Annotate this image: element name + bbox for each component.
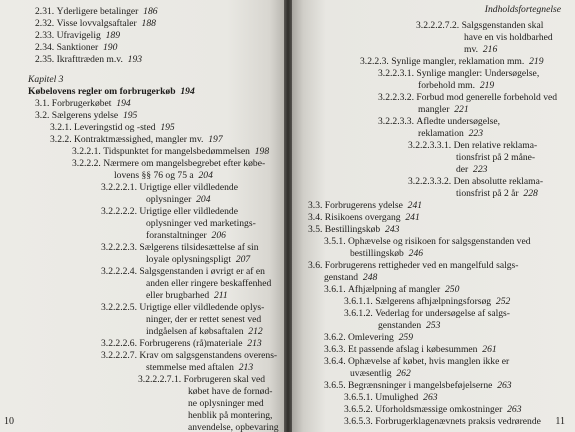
toc-section-number: 2.32. <box>35 18 55 29</box>
toc-page-ref: 193 <box>127 54 143 65</box>
toc-entry <box>146 194 211 205</box>
toc-entry <box>350 248 423 259</box>
toc-section-number: 3.2.2.2.1. <box>101 182 137 193</box>
toc-section-number: 3.2.2.2. <box>72 158 101 169</box>
toc-title: Risikoens overgang <box>324 212 401 223</box>
toc-title: henblik på montering, <box>188 410 273 421</box>
toc-title: Tidspunktet for mangelsbedømmelsen <box>103 146 250 157</box>
toc-page-ref: 259 <box>398 332 414 343</box>
toc-section-number: 3.6.1. <box>324 284 346 295</box>
toc-title: tionsfrist på 2 måne- <box>456 152 536 163</box>
toc-page-ref: 263 <box>507 404 522 415</box>
toc-entry <box>146 254 250 265</box>
toc-title: Begrænsninger i mangelsbeføjelserne <box>348 380 493 391</box>
toc-page-ref: 223 <box>473 164 488 175</box>
toc-entry <box>101 350 277 361</box>
toc-page-ref: 241 <box>405 212 420 223</box>
toc-section-number: 3.6.1.2. <box>344 308 373 319</box>
toc-title: mv. <box>464 44 479 55</box>
toc-title: Forbrugerkøbet <box>51 98 112 109</box>
toc-title: Sanktioner <box>56 42 99 53</box>
toc-section-number: 3.5. <box>308 224 323 235</box>
toc-entry <box>101 206 238 217</box>
toc-title: bestillingskøb <box>350 248 404 259</box>
toc-title: genstand <box>324 272 359 283</box>
toc-page-ref: 216 <box>482 44 498 55</box>
toc-title: Købelovens regler om forbrugerkøb <box>28 86 176 97</box>
toc-entry <box>101 338 262 349</box>
toc-title: mangler <box>418 104 450 115</box>
toc-page-ref: 213 <box>247 338 262 349</box>
toc-entry <box>418 104 469 115</box>
toc-entry <box>324 356 509 367</box>
toc-title: indgåelsen af købsaftalen <box>146 326 244 337</box>
toc-entry <box>35 42 117 53</box>
toc-entry <box>324 236 531 247</box>
toc-title: ne oplysninger med <box>188 398 264 409</box>
toc-title: Forbrugerens (rå)materiale <box>139 338 243 349</box>
toc-section-number: 3.2.2.2.3. <box>101 242 137 253</box>
toc-page-ref: 250 <box>444 284 460 295</box>
toc-entry <box>378 116 500 127</box>
toc-page-ref: 197 <box>208 134 223 145</box>
toc-title: Omlevering <box>348 332 394 343</box>
toc-title: Urigtige eller vildledende <box>139 206 238 217</box>
toc-title: stemmelse med aftalen <box>146 362 234 373</box>
page-number: 11 <box>555 416 565 427</box>
toc-page-ref: 204 <box>198 170 213 181</box>
toc-entry <box>378 92 557 103</box>
toc-section-number: 3.2.2.1. <box>72 146 101 157</box>
toc-page-ref: 211 <box>213 290 228 301</box>
toc-entry <box>324 272 377 283</box>
toc-title: Den absolutte reklama- <box>453 176 544 187</box>
toc-entry <box>308 200 422 211</box>
toc-section-number: 2.31. <box>35 6 55 17</box>
toc-entry <box>101 266 265 277</box>
toc-entry <box>344 308 510 319</box>
toc-section-number: 3.4. <box>308 212 323 223</box>
toc-title: Forbrugerklagenævnets praksis vedrørende <box>375 416 541 427</box>
toc-entry <box>464 32 553 43</box>
toc-section-number: 3.1. <box>35 98 50 109</box>
toc-section-number: 3.6. <box>308 260 323 271</box>
toc-entry <box>188 410 272 421</box>
toc-entry <box>146 326 263 337</box>
toc-title: Bestillingskøb <box>324 224 381 235</box>
toc-title: Synlige mangler: Undersøgelse, <box>416 68 540 79</box>
toc-entry <box>28 86 195 97</box>
toc-title: Et passende afslag i købesummen <box>348 344 478 355</box>
toc-section-number: 3.2.2.2.5. <box>101 302 137 313</box>
toc-title: oplysninger <box>146 194 192 205</box>
toc-page-ref: 243 <box>385 224 400 235</box>
left-page <box>0 0 284 432</box>
toc-page-ref: 246 <box>408 248 424 259</box>
toc-entry <box>72 158 265 169</box>
toc-title: Urigtige eller vildledende oplys- <box>139 302 265 313</box>
toc-section-number: 3.2.2.3.2. <box>378 92 414 103</box>
toc-title: Salgsgenstanden i øvrigt er af en <box>139 266 265 277</box>
toc-section-number: 3.6.5.3. <box>344 416 373 427</box>
toc-page-ref: 195 <box>122 110 138 121</box>
toc-entry <box>28 74 63 85</box>
toc-page-ref: 263 <box>423 392 438 403</box>
toc-title: Forbrugerens rettigheder ved en mangelfuld salgs- <box>324 260 519 271</box>
toc-entry <box>344 392 438 403</box>
toc-section-number: 3.2.2.3.3.2. <box>408 176 452 187</box>
book-gutter <box>284 0 292 432</box>
toc-entry <box>464 44 497 55</box>
toc-entry <box>360 56 543 67</box>
toc-entry <box>188 386 272 397</box>
toc-entry <box>188 398 264 409</box>
toc-entry <box>308 224 399 235</box>
toc-title: Synlige mangler, reklamation mm. <box>391 56 525 67</box>
toc-page-ref: 206 <box>211 230 226 241</box>
toc-section-number: 3.2.2.2.7. <box>101 350 137 361</box>
toc-page-ref: 221 <box>454 104 469 115</box>
toc-title: ninger, der er rettet senest ved <box>146 314 262 325</box>
toc-page-ref: 186 <box>143 6 158 17</box>
toc-entry <box>101 242 259 253</box>
toc-page-ref: 195 <box>160 122 175 133</box>
toc-page-ref: 207 <box>235 254 251 265</box>
toc-section-number: 3.2.2.2.7.2. <box>416 20 460 31</box>
toc-section-number: 3.2.2. <box>50 134 72 145</box>
toc-title: Uforholdsmæssige omkostninger <box>375 404 503 415</box>
toc-entry <box>408 140 537 151</box>
toc-title: foranstaltninger <box>146 230 207 241</box>
toc-title: Umulighed <box>375 392 419 403</box>
toc-entry <box>324 332 413 343</box>
toc-section-number: 3.6.3. <box>324 344 346 355</box>
toc-entry <box>72 146 269 157</box>
toc-title: reklamation <box>418 128 464 139</box>
toc-section-number: 3.6.5.2. <box>344 404 373 415</box>
toc-entry <box>146 230 226 241</box>
toc-entry <box>350 368 411 379</box>
toc-entry <box>324 284 459 295</box>
running-head: Indholdsfortegnelse <box>484 4 561 15</box>
toc-entry <box>378 320 440 331</box>
toc-section-number: 3.2.2.2.7.1. <box>138 374 182 385</box>
toc-page-ref: 261 <box>482 344 497 355</box>
toc-page-ref: 212 <box>248 326 263 337</box>
toc-section-number: 3.5.1. <box>324 236 346 247</box>
toc-page-ref: 262 <box>396 368 411 379</box>
toc-title: købet have de fornød- <box>188 386 273 397</box>
toc-entry <box>344 404 522 415</box>
toc-section-number: 3.2.2.3.1. <box>378 68 414 79</box>
toc-title: Ophævelse og risikoen for salgsgenstanden ved <box>348 236 531 247</box>
toc-section-number: 3.2.2.3. <box>360 56 389 67</box>
toc-page-ref: 219 <box>529 56 544 67</box>
toc-page-ref: 228 <box>523 188 538 199</box>
toc-title: Afhjælpning af mangler <box>348 284 441 295</box>
toc-title: Vederlag for undersøgelse af salgs- <box>375 308 510 319</box>
page-number: 10 <box>4 416 14 427</box>
toc-title: Visse lovvalgsaftaler <box>56 18 137 29</box>
toc-title: Yderligere betalinger <box>56 6 139 17</box>
toc-entry <box>456 188 538 199</box>
toc-title: Nærmere om mangelsbegrebet efter købe- <box>103 158 266 169</box>
toc-section-number: 3.6.5. <box>324 380 346 391</box>
toc-section-number: 3.6.5.1. <box>344 392 373 403</box>
toc-entry <box>146 362 253 373</box>
toc-entry <box>416 20 543 31</box>
toc-page-ref: 241 <box>407 200 423 211</box>
toc-entry <box>408 176 543 187</box>
toc-title: Ikrafttræden m.v. <box>56 54 123 65</box>
toc-page-ref: 219 <box>479 80 495 91</box>
toc-page-ref: 213 <box>238 362 254 373</box>
toc-section-number: 3.2.2.2.6. <box>101 338 137 349</box>
toc-entry <box>146 290 228 301</box>
toc-entry <box>35 6 158 17</box>
toc-page-ref: 194 <box>116 98 131 109</box>
toc-page-ref: 189 <box>105 30 121 41</box>
toc-title: anvendelse, opbevaring <box>188 422 279 432</box>
toc-entry <box>324 380 512 391</box>
toc-title: Sælgerens ydelse <box>51 110 119 121</box>
toc-section-number: 2.33. <box>35 30 55 41</box>
toc-title: Sælgerens tilsidesættelse af sin <box>139 242 259 253</box>
toc-entry <box>308 212 420 223</box>
toc-title: genstanden <box>378 320 422 331</box>
toc-title: Salgsgenstanden skal <box>461 20 544 31</box>
toc-title: loyale oplysningspligt <box>146 254 232 265</box>
toc-entry <box>35 110 137 121</box>
toc-entry <box>418 80 494 91</box>
toc-entry <box>418 128 483 139</box>
toc-section-number: 2.35. <box>35 54 55 65</box>
toc-title: Den relative reklama- <box>453 140 538 151</box>
toc-section-number: 3.2.2.3.3. <box>378 116 414 127</box>
toc-section-number: 3.6.2. <box>324 332 346 343</box>
toc-page-ref: 252 <box>495 296 511 307</box>
toc-page-ref: 253 <box>425 320 441 331</box>
toc-entry <box>101 302 264 313</box>
toc-entry <box>378 68 539 79</box>
toc-entry <box>35 98 131 109</box>
toc-title: forbehold mm. <box>418 80 476 91</box>
toc-entry <box>456 152 535 163</box>
toc-section-number: 3.2.2.2.4. <box>101 266 137 277</box>
toc-title: Leveringstid og -sted <box>74 122 156 133</box>
toc-entry <box>101 182 238 193</box>
toc-page-ref: 190 <box>102 42 118 53</box>
toc-title: lovens §§ 76 og 75 a <box>114 170 194 181</box>
right-page <box>292 0 575 432</box>
toc-section-number: 3.2. <box>35 110 50 121</box>
toc-section-number: 3.6.1.1. <box>344 296 373 307</box>
toc-title: Krav om salgsgenstandens overens- <box>139 350 278 361</box>
toc-entry <box>35 54 142 65</box>
toc-entry <box>146 218 256 229</box>
toc-entry <box>308 260 518 271</box>
toc-title: oplysninger ved marketings- <box>146 218 256 229</box>
toc-title: Ophævelse af købet, hvis manglen ikke er <box>348 356 510 367</box>
toc-section-number: 3.6.4. <box>324 356 346 367</box>
toc-entry <box>35 30 120 41</box>
toc-entry <box>50 134 223 145</box>
toc-entry <box>456 164 487 175</box>
toc-entry <box>146 278 271 289</box>
toc-section-number: 3.2.2.3.3.1. <box>408 140 452 151</box>
toc-title: eller brugbarhed <box>146 290 210 301</box>
toc-title: Kapitel 3 <box>28 74 64 85</box>
toc-title: have en vis holdbarhed <box>464 32 553 43</box>
toc-title: Ufravigelig <box>56 30 101 41</box>
toc-title: Kontraktmæssighed, mangler mv. <box>74 134 204 145</box>
toc-page-ref: 263 <box>497 380 512 391</box>
toc-page-ref: 223 <box>468 128 484 139</box>
toc-page-ref: 248 <box>362 272 378 283</box>
toc-title: Forbud mod generelle forbehold ved <box>416 92 558 103</box>
toc-section-number: 3.2.2.2.2. <box>101 206 137 217</box>
toc-section-number: 3.2.1. <box>50 122 72 133</box>
toc-title: Forbrugerens ydelse <box>324 200 403 211</box>
toc-entry <box>188 422 279 432</box>
toc-entry <box>344 416 541 427</box>
toc-title: Sælgerens afhjælpningsforsøg <box>375 296 492 307</box>
toc-entry <box>344 296 510 307</box>
toc-entry <box>50 122 175 133</box>
toc-title: tionsfrist på 2 år <box>456 188 519 199</box>
toc-title: der <box>456 164 469 175</box>
toc-entry <box>35 18 156 29</box>
toc-title: Forbrugeren skal ved <box>183 374 266 385</box>
toc-title: Urigtige eller vildledende <box>139 182 238 193</box>
toc-entry <box>138 374 265 385</box>
toc-title: uvæsentlig <box>350 368 392 379</box>
toc-page-ref: 188 <box>141 18 156 29</box>
toc-title: Afledte undersøgelse, <box>416 116 501 127</box>
toc-section-number: 3.3. <box>308 200 323 211</box>
toc-entry <box>114 170 213 181</box>
toc-entry <box>146 314 261 325</box>
toc-title: anden eller ringere beskaffenhed <box>146 278 272 289</box>
toc-page-ref: 194 <box>180 86 195 97</box>
toc-section-number: 2.34. <box>35 42 55 53</box>
toc-page-ref: 204 <box>196 194 211 205</box>
toc-entry <box>324 344 497 355</box>
toc-page-ref: 198 <box>254 146 270 157</box>
